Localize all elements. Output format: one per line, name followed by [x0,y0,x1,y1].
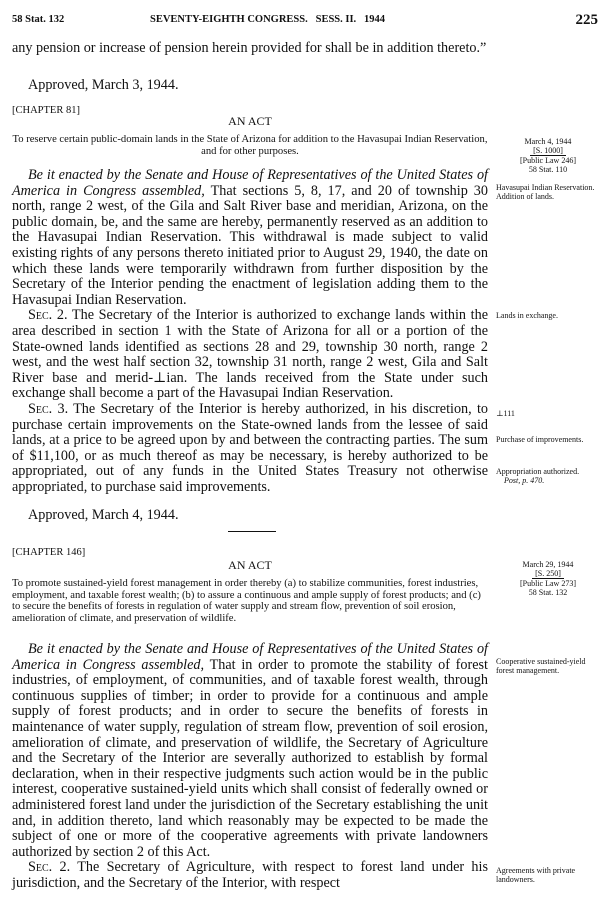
margin-note-havasupai: Havasupai Indian Reservation. Addition of lands. [496,183,595,201]
chapter-81-label: [CHAPTER 81] [12,105,80,116]
margin-note-agreements: Agreements with private landowners. [496,866,576,884]
chapter-146-section-2: Sec. 2. The Secretary of Agriculture, with respect to forest land under his jurisdiction, and the Secretary of the Interior, with respect [12,859,488,891]
chapter-146-label: [CHAPTER 146] [12,547,86,558]
chapter-146-act-heading: AN ACT [228,558,272,572]
running-head-title: SEVENTY-EIGHTH CONGRESS. SESS. II. 1944 [150,14,386,25]
margin-note-appropriation: Appropriation authorized. Post, p. 470. [496,467,580,485]
chapter-81-section-2: Sec. 2. The Secretary of the Interior is authorized to exchange lands within the area described in section 1 with the State of Arizona for all or a portion of the State-owned lands identified as sections 28 and 29, township 30 north, range 2 west, and the west half section 32, township 31 north, range 2 west, Gila and Salt River base and merid-⊥ian. The lands received from the State under such exchange shall become a part of the Havasupai Indian Reservation. [12,307,489,402]
margin-page-marker: ⊥111 [496,409,515,418]
chapter-146-title: To promote sustained-yield forest management in order thereby (a) to stabilize communities, forest industries, employment, and taxable forest wealth; (b) to assure a continuous and ample supply of forest products; and (c) to secure the benefits of forests in regulation of water supply and stream flow, prevention of soil erosion, amelioration of climate, and preservation of wildlife. [12,578,481,624]
chapter-81-body [12,168,488,495]
page-number: 225 [575,12,598,28]
chapter-81-section-3: Sec. 3. The Secretary of the Interior is hereby authorized, in his discretion, to purchase certain improvements on the State-owned lands from the lessee of said lands, at a price to be agreed upon by and between the contracting parties. The sum of $11,100, or as much thereof as may be necessary, is hereby authorized to be appropriated, out of any funds in the United States Treasury not otherwise appropriated, to purchase said improvements. [12,400,488,495]
margin-note-purchase: Purchase of improvements. [496,435,584,444]
chapter-81-title: To reserve certain public-domain lands in the State of Arizona for addition to the Havasupai Indian Reservation, and for other purposes. [12,134,488,157]
chapter-81-approval: Approved, March 4, 1944. [28,507,179,523]
chapter-146-body [12,642,488,892]
chapter-81-act-heading: AN ACT [228,114,272,128]
approval-line-top: Approved, March 3, 1944. [28,77,179,93]
margin-note-cooperative: Cooperative sustained-yield forest management. [496,657,586,675]
chapter-146-enacting-clause: Be it enacted by the Senate and House of Representatives of the United States of America in Congress assembled, That in order to promote the stability of forest industries, of employment, of communities, and of taxable forest wealth, through continuous supplies of timber; in order to provide for a continuous and ample supply of forest products; and in order to secure the benefits of forests in maintenance of water supply, regulation of stream flow, prevention of soil erosion, amelioration of climate, and preservation of wildlife, the Secretary of Agriculture and the Secretary of the Interior are severally authorized to establish by formal declaration, when in their respective judgments such action would be in the public interest, cooperative sustained-yield units which shall consist of federally owned or administered forest land under the jurisdiction of the Secretary establishing the unit and, in addition thereto, land which reasonably may be expected to be made the subject of one or more of the cooperative agreements with private landowners authorized by section 2 of this Act. [12,641,488,860]
margin-note-lands-exchange: Lands in exchange. [496,311,558,320]
chapter-81-margin-citation: March 4, 1944 [S. 1000] [Public Law 246] 58 Stat. 110 [520,137,576,174]
chapter-81-enacting-clause: Be it enacted by the Senate and House of Representatives of the United States of America in Congress assembled, That sections 5, 8, 17, and 20 of township 30 north, range 2 west, of the Gila and Salt River base and meridian, Arizona, on the public domain, be, and the same are hereby, permanently reserved as an addition to the Havasupai Indian Reservation. This withdrawal is made subject to valid existing rights of any persons thereto initiated prior to August 29, 1940, the date on which these lands were temporarily withdrawn from further disposition by the Secretary of the Interior pending the enactment of legislation adding them to the Havasupai Indian Reservation. [12,167,488,308]
continuation-text: any pension or increase of pension herein provided for shall be in addition thereto.” [12,40,487,56]
running-head-citation: 58 Stat. 132 [12,14,65,25]
section-divider [228,531,276,532]
chapter-146-margin-citation: March 29, 1944 [S. 250] [Public Law 273] 58 Stat. 132 [520,560,576,597]
